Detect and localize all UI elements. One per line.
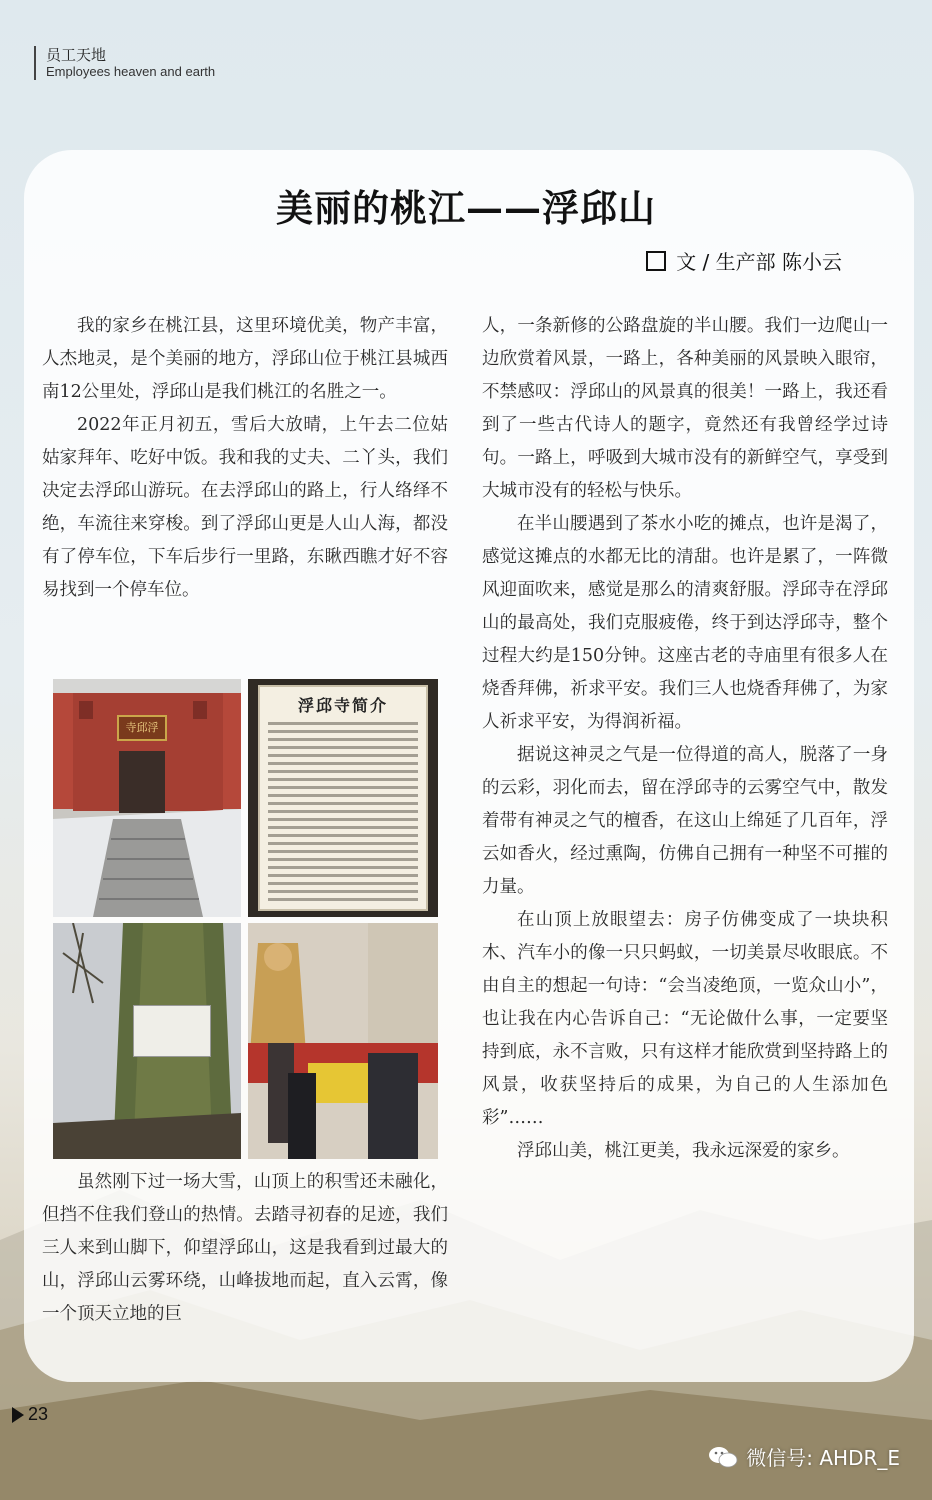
article-column-left-bottom: [42, 1166, 448, 1331]
temple-plaque: 寺邱浮: [117, 715, 167, 741]
paragraph: 人，一条新修的公路盘旋的半山腰。我们一边爬山一边欣赏着风景，一路上，各种美丽的风景映入眼帘，不禁感叹：浮邱山的风景真的很美！一路上，我还看到了一些古代诗人的题字，竟然还有我曾经学过诗句。一路上，呼吸到大城市没有的新鲜空气，享受到大城市没有的轻松与快乐。: [482, 316, 888, 501]
paragraph: 在山顶上放眼望去：房子仿佛变成了一块块积木、汽车小的像一只只蚂蚁，一切美景尽收眼底。不由自主的想起一句诗：“会当凌绝顶，一览众山小”，也让我在内心告诉自己：“无论做什么事，一定要坚持到底，永不言败，只有这样才能欣赏到坚持路上的风景，收获坚持后的成果，为自己的人生添加色彩”……: [482, 910, 888, 1128]
paragraph: 浮邱山美，桃江更美，我永远深爱的家乡。: [517, 1141, 850, 1161]
wechat-watermark: [708, 1442, 900, 1471]
paragraph: 虽然刚下过一场大雪，山顶上的积雪还未融化，但挡不住我们登山的热情。去踏寻初春的足迹，我们三人来到山脚下，仰望浮邱山，这是我看到过最大的山，浮邱山云雾环绕，山峰拔地而起，直入云霄，像一个顶天立地的巨: [42, 1172, 448, 1324]
wechat-icon: [708, 1445, 738, 1469]
paragraph: 在半山腰遇到了茶水小吃的摊点，也许是渴了，感觉这摊点的水都无比的清甜。也许是累了，一阵微风迎面吹来，感觉是那么的清爽舒服。浮邱寺在浮邱山的最高处，我们克服疲倦，终于到达浮邱寺，整个过程大约是150分钟。这座古老的寺庙里有很多人在烧香拜佛，祈求平安。我们三人也烧香拜佛了，为家人祈求平安，为得润祈福。: [482, 514, 888, 732]
byline: [646, 246, 842, 275]
page-number: [12, 1404, 48, 1425]
section-title-cn: 员工天地: [46, 46, 107, 64]
byline-text: 文 / 生产部 陈小云: [676, 250, 842, 274]
page-number-text: 23: [28, 1404, 49, 1424]
article-column-right: [482, 310, 888, 1168]
article-title: 美丽的桃江——浮邱山: [276, 186, 656, 230]
photo-temple-entrance: [53, 679, 241, 917]
temple-sign: [258, 685, 428, 911]
section-title-en: Employees heaven and earth: [46, 64, 216, 79]
triangle-icon: [12, 1407, 24, 1423]
section-header: [34, 46, 215, 80]
photo-temple-interior: [248, 923, 438, 1159]
tree-sign: [133, 1005, 211, 1057]
article-column-left-top: [42, 310, 448, 607]
paragraph: 据说这神灵之气是一位得道的高人，脱落了一身的云彩，羽化而去，留在浮邱寺的云雾空气中，散发着带有神灵之气的檀香，在这山上绵延了几百年，浮云如香火，经过熏陶，仿佛自己拥有一种坚不可摧的力量。: [482, 745, 888, 897]
paragraph: 我的家乡在桃江县，这里环境优美，物产丰富，人杰地灵，是个美丽的地方，浮邱山位于桃江县城西南12公里处，浮邱山是我们桃江的名胜之一。: [42, 316, 448, 402]
square-icon: [646, 251, 666, 271]
sign-title: 浮邱寺简介: [297, 696, 388, 715]
paragraph: 2022年正月初五，雪后大放晴，上午去二位姑姑家拜年、吃好中饭。我和我的丈夫、二丫头，我们决定去浮邱山游玩。在去浮邱山的路上，行人络绎不绝，车流往来穿梭。到了浮邱山更是人山人海，都没有了停车位，下车后步行一里路，东瞅西瞧才好不容易找到一个停车位。: [42, 415, 448, 600]
photo-temple-sign: [248, 679, 438, 917]
wechat-id: 微信号: AHDR_E: [746, 1446, 900, 1470]
photo-ancient-tree: [53, 923, 241, 1159]
sign-text-lines: [268, 722, 418, 901]
